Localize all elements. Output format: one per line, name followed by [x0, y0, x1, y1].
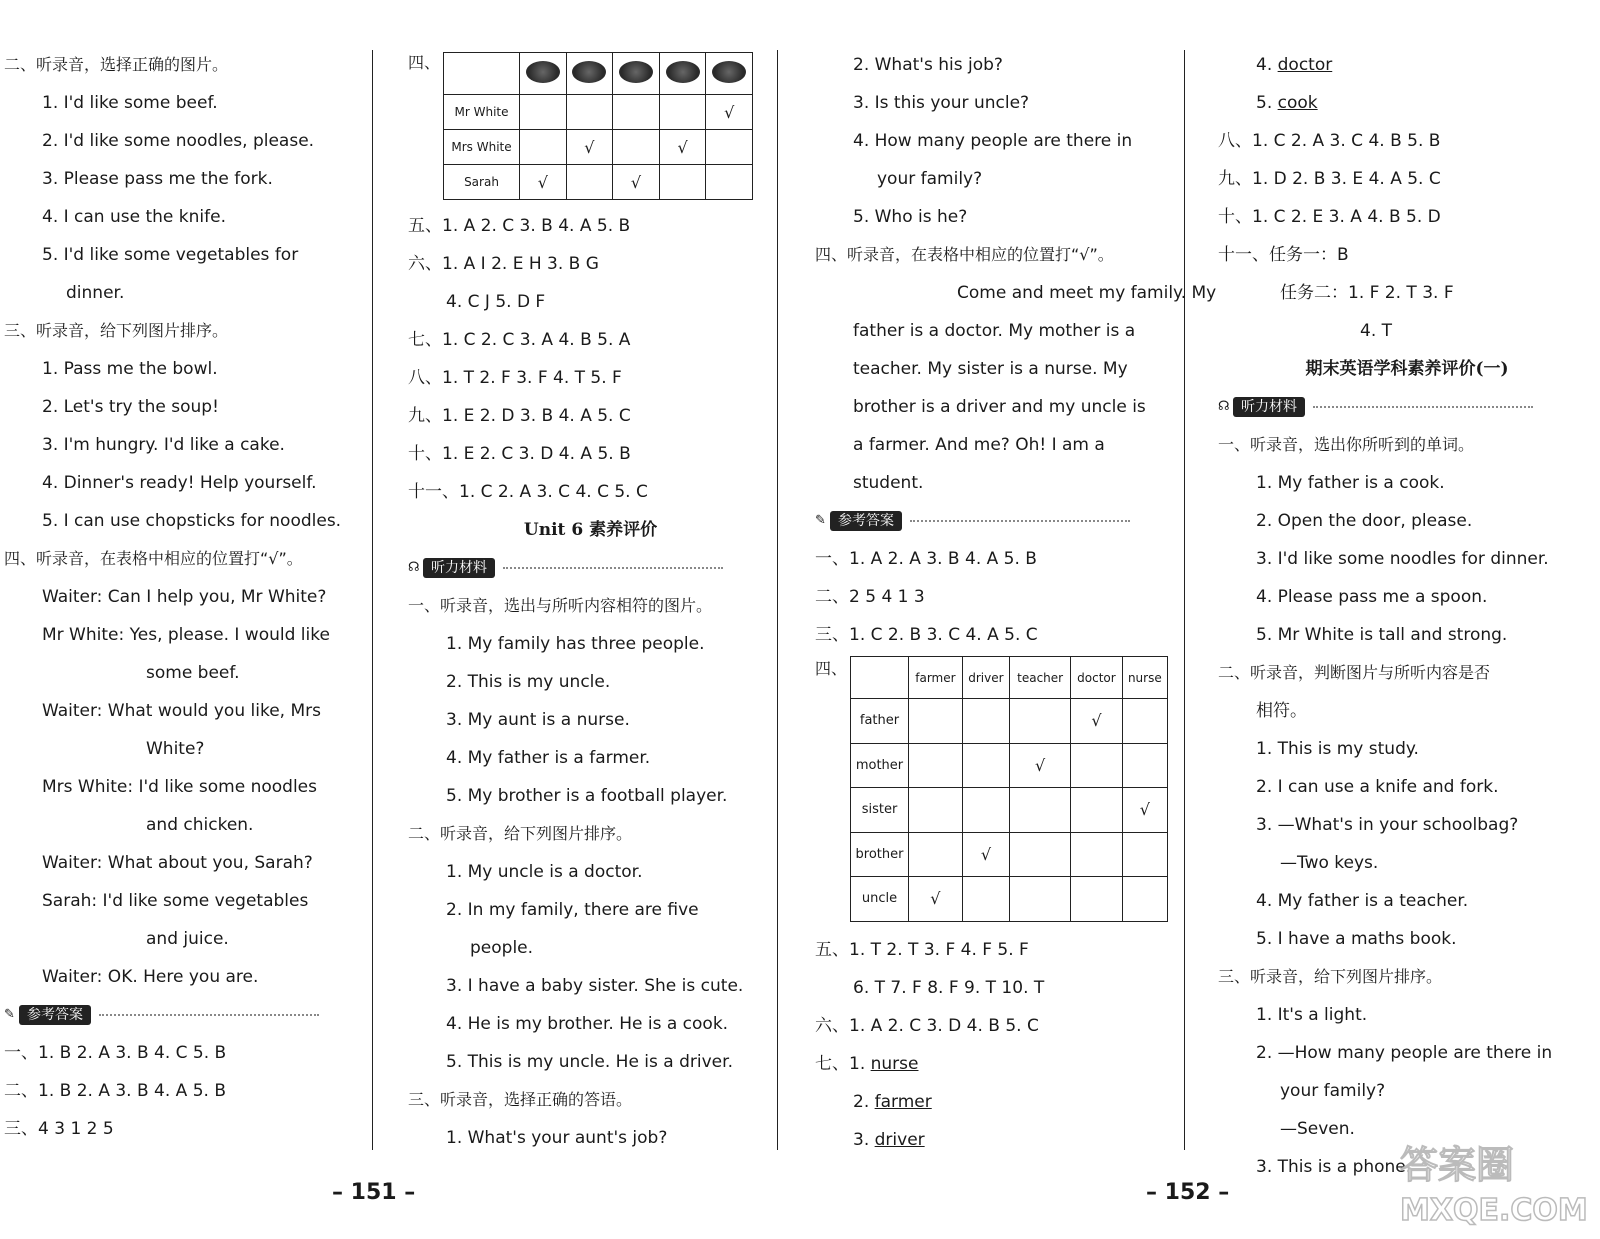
check-cell — [1010, 699, 1071, 744]
check-cell: √ — [1010, 743, 1071, 788]
check-cell: √ — [909, 877, 963, 922]
headphones-icon: ☊ — [408, 560, 420, 575]
text-line: 5. I'd like some vegetables for — [42, 245, 299, 265]
text-line: father is a doctor. My mother is a — [853, 321, 1136, 341]
text-line: 1. My father is a cook. — [1256, 473, 1445, 493]
row-name: Sarah — [444, 165, 520, 200]
tag-label: 听力材料 — [1233, 397, 1305, 417]
row-name: brother — [851, 832, 909, 877]
answer-word: driver — [874, 1130, 925, 1150]
check-cell: √ — [962, 832, 1009, 877]
column-divider-2 — [777, 50, 778, 1150]
text-line: —Two keys. — [1280, 853, 1379, 873]
text-line: 3. This is a phone. — [1256, 1157, 1412, 1177]
job-header-cell: farmer — [909, 657, 963, 699]
dotted-rule — [1313, 406, 1533, 408]
answer-word: doctor — [1277, 55, 1333, 75]
underlined-answer: 5. cook — [1256, 93, 1318, 113]
text-line: 三、4 3 1 2 5 — [4, 1119, 114, 1139]
text-line: 2. I can use a knife and fork. — [1256, 777, 1499, 797]
text-line: White? — [146, 739, 205, 759]
check-cell — [1071, 743, 1122, 788]
check-cell — [520, 130, 567, 165]
text-line: 六、1. A 2. C 3. D 4. B 5. C — [815, 1016, 1039, 1036]
text-line: 一、1. B 2. A 3. B 4. C 5. B — [4, 1043, 227, 1063]
text-line: 八、1. C 2. A 3. C 4. B 5. B — [1218, 131, 1441, 151]
text-line: Waiter: OK. Here you are. — [42, 967, 259, 987]
job-header-cell: doctor — [1071, 657, 1122, 699]
text-line: teacher. My sister is a nurse. My — [853, 359, 1128, 379]
text-line: Mrs White: I'd like some noodles — [42, 777, 317, 797]
section-heading: 四、听录音，在表格中相应的位置打“√”。 — [4, 549, 303, 568]
job-header-cell: driver — [962, 657, 1009, 699]
text-line: 九、1. D 2. B 3. E 4. A 5. C — [1218, 169, 1441, 189]
check-cell: √ — [613, 165, 660, 200]
column-2 — [408, 207, 773, 1157]
col2-table-label: 四、 — [408, 53, 441, 72]
headphones-icon: ☊ — [1218, 399, 1230, 414]
text-line: 3. I'd like some noodles for dinner. — [1256, 549, 1549, 569]
col3-table-label: 四、 — [815, 659, 848, 678]
pencil-icon: ✎ — [4, 1007, 15, 1022]
text-line: Waiter: What about you, Sarah? — [42, 853, 313, 873]
text-line: 1. This is my study. — [1256, 739, 1419, 759]
underlined-answer: 七、1. nurse — [815, 1054, 919, 1074]
noodles-icon — [572, 61, 606, 83]
watermark-text-url: MXQE.COM — [1400, 1193, 1588, 1228]
text-line: 4. My father is a teacher. — [1256, 891, 1469, 911]
text-line: and chicken. — [146, 815, 254, 835]
pencil-icon: ✎ — [815, 513, 826, 528]
text-line: 3. My aunt is a nurse. — [446, 710, 630, 730]
check-cell — [1122, 832, 1167, 877]
text-line: 五、1. A 2. C 3. B 4. A 5. B — [408, 216, 631, 236]
row-name: Mrs White — [444, 130, 520, 165]
text-line: 6. T 7. F 8. F 9. T 10. T — [853, 978, 1045, 998]
tag-label: 参考答案 — [19, 1005, 91, 1025]
check-cell — [962, 743, 1009, 788]
text-line: Sarah: I'd like some vegetables — [42, 891, 309, 911]
check-cell: √ — [1122, 788, 1167, 833]
food-header-cell — [659, 53, 706, 95]
text-line: 三、1. C 2. B 3. C 4. A 5. C — [815, 625, 1038, 645]
text-line: 4. Dinner's ready! Help yourself. — [42, 473, 317, 493]
beef-icon — [526, 61, 560, 83]
text-line: 2. Let's try the soup! — [42, 397, 219, 417]
text-line: people. — [470, 938, 534, 958]
table-corner — [851, 657, 909, 699]
text-line: your family? — [877, 169, 983, 189]
text-line: 4. He is my brother. He is a cook. — [446, 1014, 729, 1034]
answer-line — [1218, 84, 1596, 122]
check-cell: √ — [659, 130, 706, 165]
check-cell — [909, 788, 963, 833]
watermark-logo — [1390, 1128, 1588, 1228]
check-cell: √ — [520, 165, 567, 200]
underlined-answer: 3. driver — [853, 1130, 925, 1150]
underlined-answer: 4. doctor — [1256, 55, 1333, 75]
text-line: 4. My father is a farmer. — [446, 748, 651, 768]
answer-line — [1218, 46, 1596, 84]
text-line: Waiter: Can I help you, Mr White? — [42, 587, 327, 607]
check-cell — [659, 165, 706, 200]
dotted-rule — [910, 520, 1130, 522]
section-heading: 三、听录音，给下列图片排序。 — [4, 321, 229, 340]
text-line: 七、1. C 2. C 3. A 4. B 5. A — [408, 330, 631, 350]
check-cell — [706, 165, 753, 200]
text-line: 八、1. T 2. F 3. F 4. T 5. F — [408, 368, 622, 388]
text-line: 相符。 — [1256, 701, 1307, 721]
unit-title: Unit 6 素养评价 — [523, 520, 658, 540]
check-cell — [613, 95, 660, 130]
job-header-cell: teacher — [1010, 657, 1071, 699]
section-heading: 二、听录音，判断图片与所听内容是否 — [1218, 663, 1491, 682]
dotted-rule — [503, 567, 723, 569]
row-name: uncle — [851, 877, 909, 922]
text-line: 九、1. E 2. D 3. B 4. A 5. C — [408, 406, 631, 426]
text-line: 5. This is my uncle. He is a driver. — [446, 1052, 733, 1072]
section-heading: 一、听录音，选出与所听内容相符的图片。 — [408, 596, 713, 615]
section-tag — [815, 502, 1180, 540]
column-divider-3 — [1184, 50, 1185, 1150]
column-3-bottom — [815, 931, 1180, 1159]
text-line: 2. I'd like some noodles, please. — [42, 131, 315, 151]
section-heading: 一、听录音，选出你所听到的单词。 — [1218, 435, 1475, 454]
text-line: Come and meet my family. My — [957, 283, 1217, 303]
text-line: dinner. — [66, 283, 125, 303]
text-line: 4. T — [1360, 321, 1393, 341]
check-cell — [1010, 877, 1071, 922]
juice-icon — [619, 61, 653, 83]
text-line: 十、1. E 2. C 3. D 4. A 5. B — [408, 444, 631, 464]
check-cell — [613, 130, 660, 165]
check-cell — [566, 95, 613, 130]
text-line: 1. I'd like some beef. — [42, 93, 218, 113]
text-line: 4. How many people are there in — [853, 131, 1133, 151]
section-heading: 三、听录音，选择正确的答语。 — [408, 1090, 633, 1109]
section-heading: 三、听录音，给下列图片排序。 — [1218, 967, 1443, 986]
answer-line — [815, 1083, 1180, 1121]
text-line: 一、1. A 2. A 3. B 4. A 5. B — [815, 549, 1037, 569]
text-line: a farmer. And me? Oh! I am a — [853, 435, 1105, 455]
text-line: 5. Who is he? — [853, 207, 968, 227]
text-line: 2. What's his job? — [853, 55, 1003, 75]
section-tag — [4, 996, 364, 1034]
check-cell — [962, 699, 1009, 744]
text-line: 1. What's your aunt's job? — [446, 1128, 668, 1148]
text-line: 3. I have a baby sister. She is cute. — [446, 976, 744, 996]
column-3-top — [815, 46, 1217, 654]
table-corner — [444, 53, 520, 95]
table-row — [444, 130, 753, 165]
section-tag — [408, 549, 773, 587]
text-line: 3. Is this your uncle? — [853, 93, 1030, 113]
row-name: Mr White — [444, 95, 520, 130]
check-cell — [962, 788, 1009, 833]
check-cell — [1071, 877, 1122, 922]
table-row — [851, 788, 1168, 833]
table-row — [851, 877, 1168, 922]
text-line: —Seven. — [1280, 1119, 1355, 1139]
text-line: 任务二：1. F 2. T 3. F — [1280, 283, 1454, 303]
job-check-table — [850, 656, 1168, 922]
text-line: 二、1. B 2. A 3. B 4. A 5. B — [4, 1081, 226, 1101]
column-1 — [4, 46, 364, 1148]
food-header-cell — [706, 53, 753, 95]
check-cell — [520, 95, 567, 130]
text-line: 二、2 5 4 1 3 — [815, 587, 925, 607]
check-cell — [706, 130, 753, 165]
text-line: 5. My brother is a football player. — [446, 786, 728, 806]
text-line: Mr White: Yes, please. I would like — [42, 625, 330, 645]
text-line: student. — [853, 473, 924, 493]
vegetables-icon — [712, 61, 746, 83]
text-line: your family? — [1280, 1081, 1386, 1101]
row-name: mother — [851, 743, 909, 788]
check-cell — [1122, 699, 1167, 744]
page-number-right: – 152 – — [1146, 1180, 1230, 1205]
check-cell — [909, 699, 963, 744]
check-cell — [909, 832, 963, 877]
table-row — [444, 95, 753, 130]
text-line: 4. I can use the knife. — [42, 207, 226, 227]
text-line: 4. C J 5. D F — [446, 292, 546, 312]
text-line: 十一、任务一：B — [1218, 245, 1349, 265]
text-line: 3. I'm hungry. I'd like a cake. — [42, 435, 285, 455]
section-heading: 二、听录音，选择正确的图片。 — [4, 55, 229, 74]
food-header-cell — [520, 53, 567, 95]
answer-word: farmer — [874, 1092, 932, 1112]
text-line: 2. Open the door, please. — [1256, 511, 1473, 531]
check-cell — [1122, 743, 1167, 788]
answer-word: cook — [1277, 93, 1318, 113]
answer-line — [815, 1121, 1180, 1159]
text-line: some beef. — [146, 663, 240, 683]
text-line: 2. In my family, there are five — [446, 900, 699, 920]
row-name: sister — [851, 788, 909, 833]
tag-label: 参考答案 — [830, 511, 902, 531]
unit-title: 期末英语学科素养评价(一) — [1305, 359, 1509, 379]
answer-word: nurse — [870, 1054, 919, 1074]
check-cell: √ — [566, 130, 613, 165]
table-row — [851, 832, 1168, 877]
answer-line — [815, 1045, 1180, 1083]
check-cell — [659, 95, 706, 130]
section-heading: 四、听录音，在表格中相应的位置打“√”。 — [815, 245, 1114, 264]
text-line: 五、1. T 2. T 3. F 4. F 5. F — [815, 940, 1029, 960]
text-line: 1. My family has three people. — [446, 634, 705, 654]
check-cell — [1071, 788, 1122, 833]
food-check-table — [443, 52, 753, 200]
table-row — [851, 699, 1168, 744]
chicken-icon — [666, 61, 700, 83]
text-line: 六、1. A I 2. E H 3. B G — [408, 254, 599, 274]
text-line: 5. I have a maths book. — [1256, 929, 1457, 949]
tag-label: 听力材料 — [423, 558, 495, 578]
text-line: 十一、1. C 2. A 3. C 4. C 5. C — [408, 482, 648, 502]
text-line: 2. —How many people are there in — [1256, 1043, 1553, 1063]
check-cell — [909, 743, 963, 788]
check-cell — [1010, 788, 1071, 833]
column-divider-1 — [372, 50, 373, 1150]
section-heading: 二、听录音，给下列图片排序。 — [408, 824, 633, 843]
check-cell — [566, 165, 613, 200]
text-line: 3. Please pass me the fork. — [42, 169, 273, 189]
check-cell: √ — [706, 95, 753, 130]
text-line: 4. Please pass me a spoon. — [1256, 587, 1488, 607]
text-line: 3. —What's in your schoolbag? — [1256, 815, 1519, 835]
text-line: 1. My uncle is a doctor. — [446, 862, 643, 882]
watermark-text-cn: 答案圈 — [1400, 1143, 1515, 1187]
text-line: 5. Mr White is tall and strong. — [1256, 625, 1508, 645]
text-line: 1. It's a light. — [1256, 1005, 1368, 1025]
column-4 — [1218, 46, 1596, 1186]
check-cell — [962, 877, 1009, 922]
check-cell — [1010, 832, 1071, 877]
underlined-answer: 2. farmer — [853, 1092, 932, 1112]
check-cell: √ — [1071, 699, 1122, 744]
text-line: 5. I can use chopsticks for noodles. — [42, 511, 342, 531]
text-line: 十、1. C 2. E 3. A 4. B 5. D — [1218, 207, 1441, 227]
table-row — [444, 165, 753, 200]
job-header-cell: nurse — [1122, 657, 1167, 699]
food-header-cell — [613, 53, 660, 95]
check-cell — [1122, 877, 1167, 922]
check-cell — [1071, 832, 1122, 877]
text-line: and juice. — [146, 929, 229, 949]
text-line: Waiter: What would you like, Mrs — [42, 701, 321, 721]
text-line: 1. Pass me the bowl. — [42, 359, 218, 379]
page-number-left: – 151 – — [332, 1180, 416, 1205]
food-header-cell — [566, 53, 613, 95]
row-name: father — [851, 699, 909, 744]
table-row — [851, 743, 1168, 788]
dotted-rule — [99, 1014, 319, 1016]
text-line: brother is a driver and my uncle is — [853, 397, 1146, 417]
text-line: 2. This is my uncle. — [446, 672, 611, 692]
section-tag — [1218, 388, 1596, 426]
